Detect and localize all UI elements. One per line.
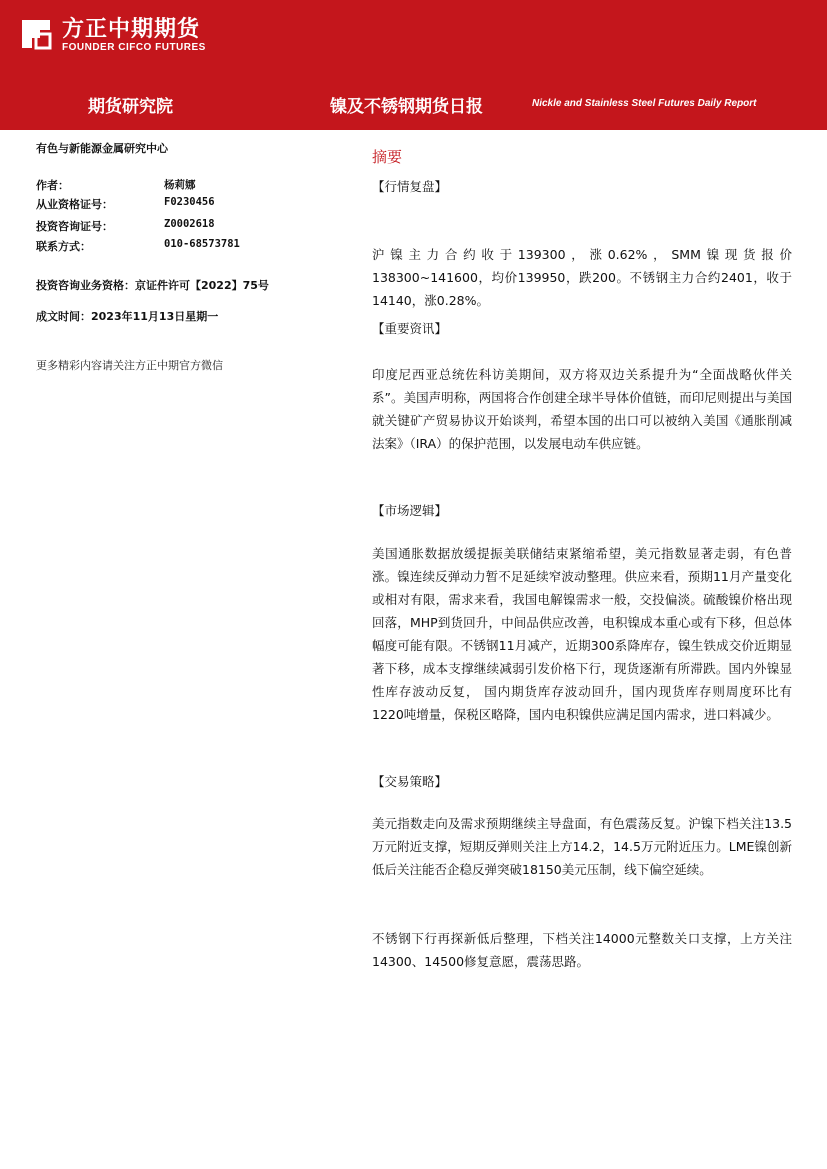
author-label: 作者： [36, 179, 69, 192]
author-value: 杨莉娜 [164, 179, 196, 191]
research-center: 有色与新能源金属研究中心 [36, 142, 168, 155]
report-title-cn: 镍及不锈钢期货日报 [330, 97, 483, 117]
report-title-en: Nickle and Stainless Steel Futures Daily Report [532, 98, 757, 109]
contact-label: 联系方式： [36, 240, 91, 253]
strategy-heading: 【交易策略】 [372, 774, 448, 789]
advisor-cert-row [36, 218, 215, 234]
logic-heading: 【市场逻辑】 [372, 503, 448, 518]
qualification: 投资咨询业务资格：京证件许可【2022】75号 [36, 279, 269, 292]
news-heading: 【重要资讯】 [372, 321, 448, 336]
advisor-cert-value: Z0002618 [164, 218, 215, 230]
review-text: 沪镍主力合约收于139300，涨0.62%，SMM镍现货报价138300~141600，均价139950，跌200。不锈钢主力合约2401，收于14140，涨0.28%。 [372, 247, 792, 308]
publish-time: 成文时间：2023年11月13日星期一 [36, 310, 219, 323]
abstract-title: 摘要 [372, 148, 403, 166]
logic-text: 美国通胀数据放缓提振美联储结束紧缩希望，美元指数显著走弱，有色普涨。镍连续反弹动力暂不足延续窄波动整理。供应来看，预期11月产量变化或相对有限，需求来看，我国电解镍需求一般，交投偏淡。硫酸镍价格出现回落，MHP到货回升，中间品供应改善，电积镍成本重心或有下移，但总体幅度可能有限。不锈钢11月减产，近期300系降库存，镍生铁成交价近期显著下移，成本支撑继续减弱引发价格下行，现货逐渐有所滞跌。国内外镍显性库存波动反复， 国内期货库存波动回升，国内现货库存则周度环比有1220吨增量，保税区略降，国内电积镍供应满足国内需求，进口料减少。 [372, 546, 792, 722]
brand-name-en: FOUNDER CIFCO FUTURES [62, 42, 206, 53]
strategy-text-nickel: 美元指数走向及需求预期继续主导盘面，有色震荡反复。沪镍下档关注13.5万元附近支撑，短期反弹则关注上方14.2，14.5万元附近压力。LME镍创新低后关注能否企稳反弹突破18150美元压制，线下偏空延续。 [372, 816, 792, 877]
strategy-text-stainless: 不锈钢下行再探新低后整理，下档关注14000元整数关口支撑，上方关注14300、14500修复意愿，震荡思路。 [372, 931, 792, 969]
report-header [0, 0, 827, 130]
brand-name-cn: 方正中期期货 [62, 17, 201, 42]
department-name: 期货研究院 [88, 97, 173, 117]
founder-logo-icon [18, 16, 54, 52]
contact-row [36, 238, 240, 254]
more-info-note: 更多精彩内容请关注方正中期官方微信 [36, 359, 223, 372]
contact-value: 010-68573781 [164, 238, 240, 250]
license-value: F0230456 [164, 196, 215, 208]
author-row [36, 177, 196, 193]
license-row [36, 196, 215, 212]
review-heading: 【行情复盘】 [372, 179, 448, 194]
advisor-cert-label: 投资咨询证号： [36, 220, 113, 233]
license-label: 从业资格证号： [36, 198, 113, 211]
news-text: 印度尼西亚总统佐科访美期间，双方将双边关系提升为“全面战略伙伴关系”。美国声明称，两国将合作创建全球半导体价值链，而印尼则提出与美国就关键矿产贸易协议开始谈判，希望本国的出口可以被纳入美国《通胀削减法案》（IRA）的保护范围，以发展电动车供应链。 [372, 367, 792, 451]
